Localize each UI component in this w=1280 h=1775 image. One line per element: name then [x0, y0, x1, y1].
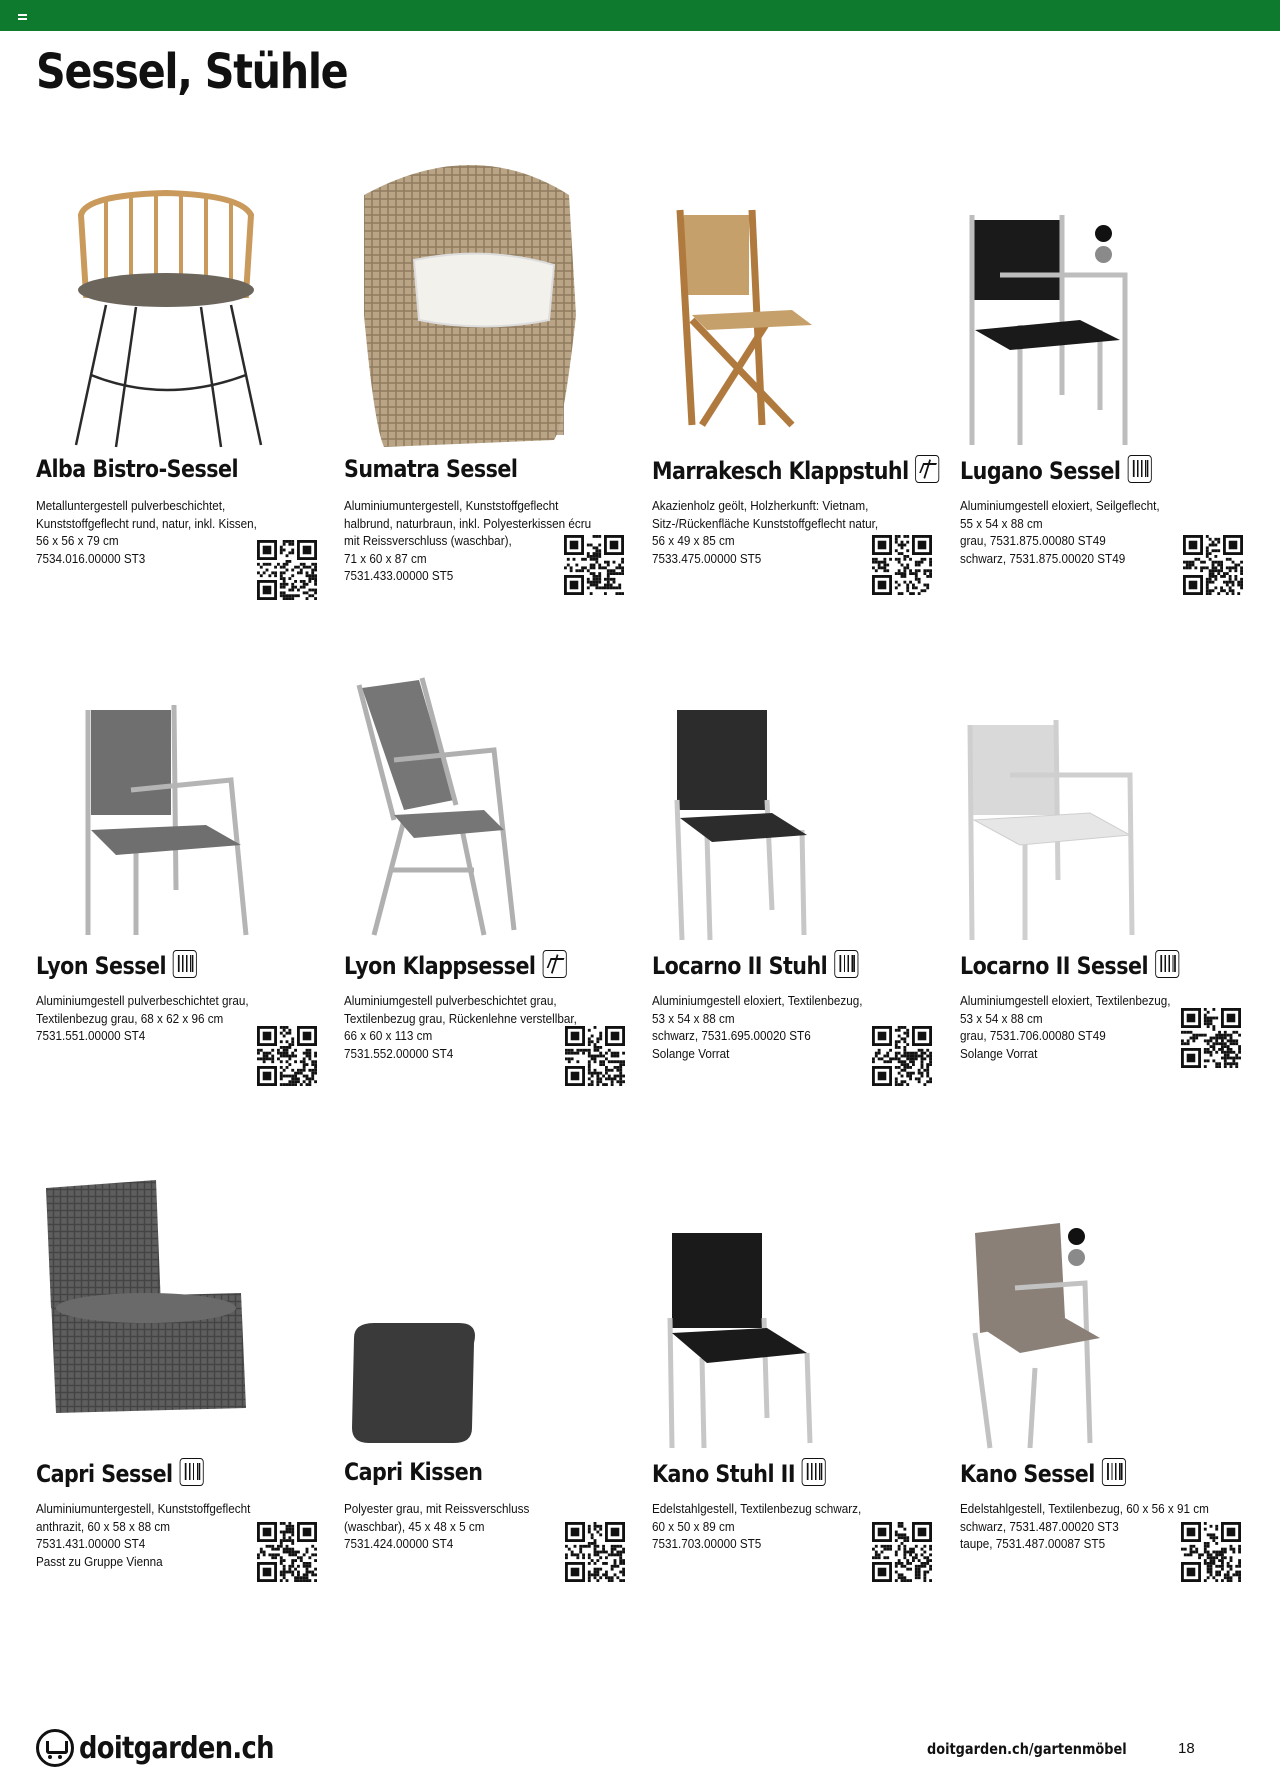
qr-code-icon[interactable]: [565, 1522, 625, 1582]
brand-name: doitgarden.ch: [79, 1730, 274, 1766]
stackable-icon: [1155, 950, 1179, 978]
product-name: Capri Kissen: [344, 1458, 483, 1486]
page-title: Sessel, Stühle: [36, 44, 348, 100]
product-image: [344, 155, 634, 455]
product-description: Metalluntergestell pulverbeschichtet, Kunststoffgeflecht rund, natur, inkl. Kissen, 56 x 56 x 79 cm 7534.016.00000 ST3: [36, 498, 257, 566]
product-card-sumatra-sessel[interactable]: [344, 155, 644, 595]
product-card-alba-bistro-sessel[interactable]: [36, 155, 336, 595]
product-image: [36, 155, 326, 455]
product-description: Aluminiumuntergestell, Kunststoffgeflecht anthrazit, 60 x 58 x 88 cm 7531.431.00000 ST4: [36, 1501, 251, 1551]
product-card-lyon-klappsessel[interactable]: [344, 650, 644, 1090]
product-card-locarno-ii-sessel[interactable]: [960, 650, 1260, 1090]
product-description: Edelstahlgestell, Textilenbezug schwarz, 60 x 50 x 89 cm 7531.703.00000 ST5: [652, 1501, 862, 1551]
stackable-icon: [834, 950, 858, 978]
cart-icon: [36, 1729, 74, 1767]
qr-code-icon[interactable]: [872, 1026, 932, 1086]
product-image: [344, 1158, 634, 1458]
product-card-kano-sessel[interactable]: [960, 1158, 1260, 1598]
product-name: Kano Stuhl II: [652, 1458, 826, 1488]
qr-code-icon[interactable]: [1181, 1522, 1241, 1582]
product-description: Edelstahlgestell, Textilenbezug, 60 x 56 x 91 cm schwarz, 7531.487.00020 ST3 taupe, 7531.487.00087 ST5: [960, 1501, 1209, 1551]
product-image: [344, 650, 634, 950]
stackable-icon: [173, 950, 197, 978]
color-swatch-grey[interactable]: [1068, 1249, 1085, 1266]
qr-code-icon[interactable]: [1183, 535, 1243, 595]
product-image: [960, 1158, 1250, 1458]
qr-code-icon[interactable]: [872, 1522, 932, 1582]
qr-code-icon[interactable]: [257, 1026, 317, 1086]
product-image: [36, 1158, 326, 1458]
footer-logo[interactable]: [36, 1726, 306, 1770]
stackable-icon: [802, 1458, 826, 1486]
product-card-capri-kissen[interactable]: [344, 1158, 644, 1598]
product-card-lyon-sessel[interactable]: [36, 650, 336, 1090]
product-name: Alba Bistro-Sessel: [36, 455, 239, 483]
qr-code-icon[interactable]: [257, 540, 317, 600]
color-swatch-grey[interactable]: [1095, 246, 1112, 263]
color-swatch-black[interactable]: [1095, 225, 1112, 242]
stackable-icon: [1127, 455, 1151, 483]
fold-icon: [916, 455, 940, 483]
product-name: Kano Sessel: [960, 1458, 1126, 1488]
product-card-lugano-sessel[interactable]: [960, 155, 1260, 595]
stackable-icon: [179, 1458, 203, 1486]
color-swatches: [1068, 1228, 1088, 1270]
qr-code-icon[interactable]: [564, 535, 624, 595]
top-bar: [0, 0, 1280, 31]
product-description: Aluminiumuntergestell, Kunststoffgeflecht halbrund, naturbraun, inkl. Polyesterkissen écru mit Reissverschluss (waschbar), 71 x 60 x 87 cm 7531.433.00000 ST5: [344, 498, 592, 583]
product-card-capri-sessel[interactable]: [36, 1158, 336, 1598]
menu-icon[interactable]: [18, 14, 27, 20]
product-description: Akazienholz geölt, Holzherkunft: Vietnam, Sitz-/Rückenfläche Kunststoffgeflecht natur, 56 x 49 x 85 cm 7533.475.00000 ST5: [652, 498, 879, 566]
product-name: Lyon Sessel: [36, 950, 197, 980]
qr-code-icon[interactable]: [257, 1522, 317, 1582]
stackable-icon: [1102, 1458, 1126, 1486]
product-image: [960, 650, 1250, 950]
product-image: [960, 155, 1250, 455]
product-description: Aluminiumgestell eloxiert, Textilenbezug, 53 x 54 x 88 cm grau, 7531.706.00080 ST49 Solange Vorrat: [960, 993, 1171, 1061]
product-description: Aluminiumgestell pulverbeschichtet grau, Textilenbezug grau, 68 x 62 x 96 cm 7531.551.00000 ST4: [36, 993, 249, 1043]
product-name: Locarno II Sessel: [960, 950, 1179, 980]
fold-icon: [542, 950, 566, 978]
qr-code-icon[interactable]: [565, 1026, 625, 1086]
product-image: [652, 1158, 942, 1458]
qr-code-icon[interactable]: [872, 535, 932, 595]
product-description: Aluminiumgestell eloxiert, Textilenbezug, 53 x 54 x 88 cm schwarz, 7531.695.00020 ST6 Solange Vorrat: [652, 993, 863, 1061]
product-name: Locarno II Stuhl: [652, 950, 858, 980]
product-description: Aluminiumgestell pulverbeschichtet grau, Textilenbezug grau, Rückenlehne verstellbar, 66 x 60 x 113 cm 7531.552.00000 ST4: [344, 993, 577, 1061]
product-name: Capri Sessel: [36, 1458, 204, 1488]
product-note: Passt zu Gruppe Vienna: [36, 1554, 163, 1569]
product-card-kano-stuhl-ii[interactable]: [652, 1158, 952, 1598]
product-name: Marrakesch Klappstuhl: [652, 455, 940, 485]
color-swatch-black[interactable]: [1068, 1228, 1085, 1245]
product-name: Lyon Klappsessel: [344, 950, 566, 980]
footer-url-link[interactable]: doitgarden.ch/gartenmöbel: [927, 1740, 1127, 1758]
product-name: Lugano Sessel: [960, 455, 1151, 485]
product-image: [36, 650, 326, 950]
product-card-locarno-ii-stuhl[interactable]: [652, 650, 952, 1090]
product-description: Polyester grau, mit Reissverschluss (waschbar), 45 x 48 x 5 cm 7531.424.00000 ST4: [344, 1501, 530, 1551]
page-number: 18: [1178, 1740, 1195, 1757]
product-name: Sumatra Sessel: [344, 455, 518, 483]
product-image: [652, 650, 942, 950]
product-description: Aluminiumgestell eloxiert, Seilgeflecht, 55 x 54 x 88 cm grau, 7531.875.00080 ST49 schwarz, 7531.875.00020 ST49: [960, 498, 1160, 566]
product-image: [652, 155, 942, 455]
qr-code-icon[interactable]: [1181, 1008, 1241, 1068]
product-card-marrakesch-klappstuhl[interactable]: [652, 155, 952, 595]
color-swatches: [1095, 225, 1115, 267]
